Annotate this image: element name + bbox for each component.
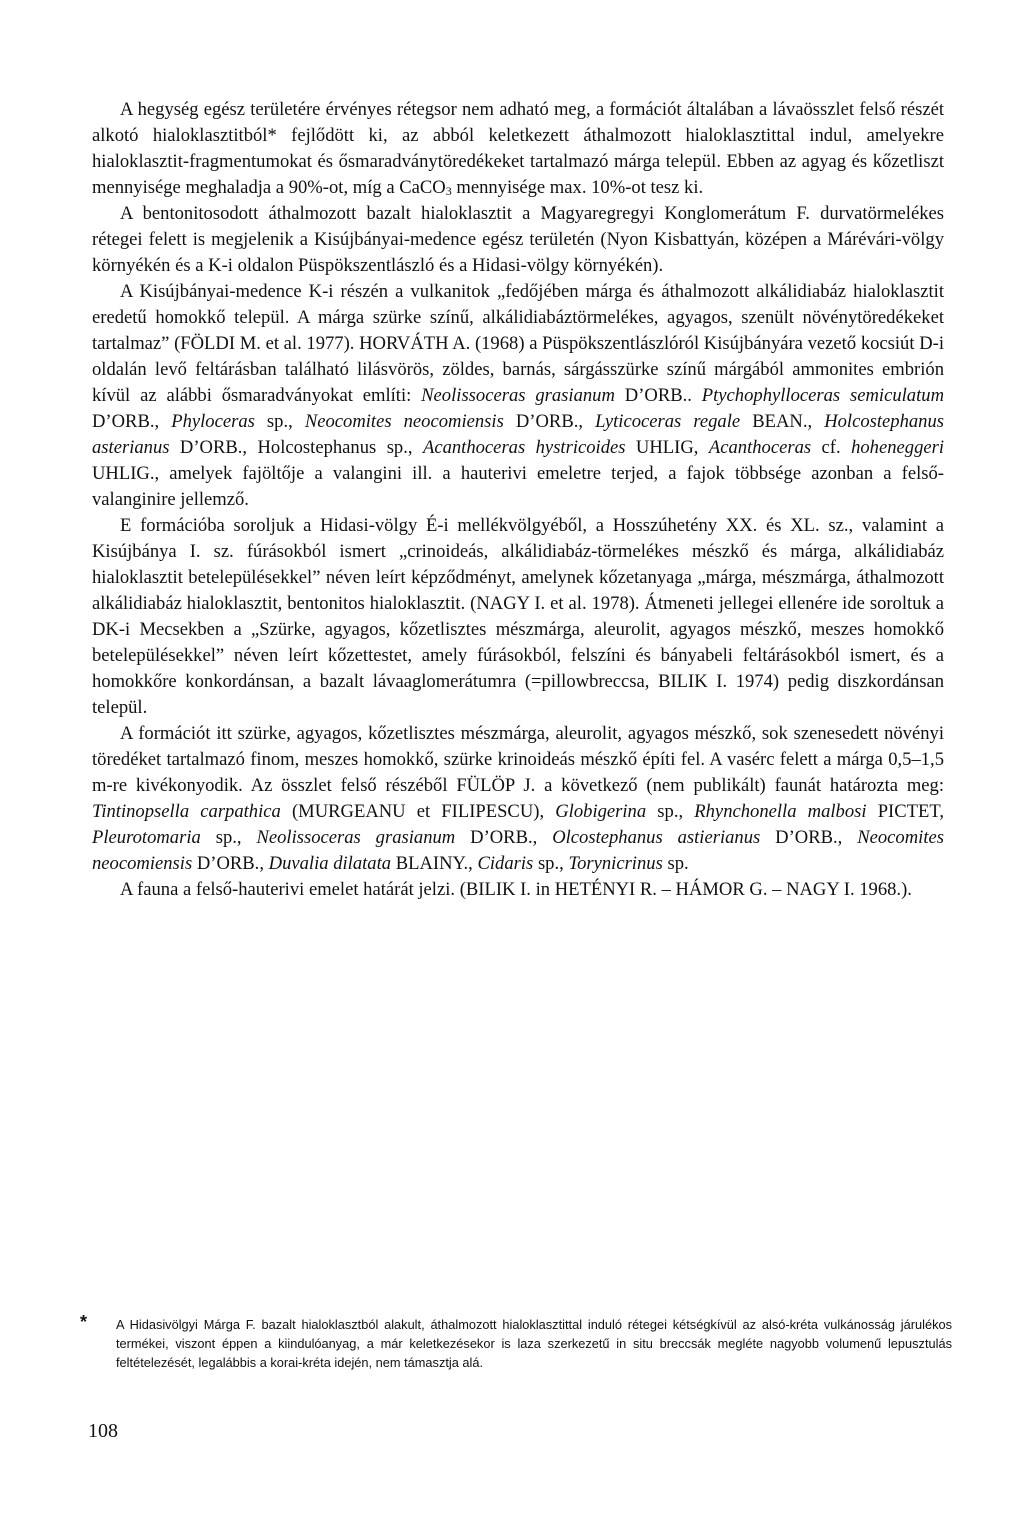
paragraph [92,513,944,721]
species-name: hoheneggeri [851,437,945,458]
text-run: A hegység egész területére érvényes rétegsor nem adható meg, a formációt általában a lávaösszlet felső részét alkotó hialoklasztitból* fejlődött ki, az abból keletkezett áthalmozott hialoklasztittal indul, amelyekre hialoklasztit-fragmentumokat és ősmaradványtöredékeket tartalmazó márga települ. Ebben az agyag és kőzetliszt mennyisége meghaladja a 90%-ot, míg a CaCO [92,99,944,198]
text-run: mennyisége max. 10%-ot tesz ki. [451,177,704,198]
species-name: Tintinopsella carpathica [92,801,281,822]
species-name: Neocomites neocomiensis [304,411,504,432]
species-name: Lyticoceras regale [595,411,741,432]
paragraph [92,877,944,903]
text-run: sp., [254,411,305,432]
paragraph [92,721,944,877]
text-run: cf. [811,437,852,458]
page-number: 108 [88,1420,118,1442]
paragraph [92,201,944,279]
species-name: Neolissoceras grasianum [421,385,615,406]
footnote [80,1312,952,1372]
species-name: Ptychophylloceras semiculatum [701,385,944,406]
footnote-marker: * [80,1312,88,1332]
species-name: Neolissoceras grasianum [256,827,456,848]
species-name: Rhynchonella malbosi [694,801,867,822]
species-name: Cidaris [477,853,534,874]
text-run: sp. [662,853,689,874]
text-run: UHLIG, [625,437,709,458]
subscript-text: 3 [445,184,452,198]
species-name: Holcostephanus asterianus [92,411,945,458]
text-run: A formációt itt szürke, agyagos, kőzetlisztes mészmárga, aleurolit, agyagos mészkő, sok szenesedett növényi töredéket tartalmazó finom, meszes homokkő, szürke krinoideás mészkő építi fel. A vasérc felett a márga 0,5–1,5 m-re kivékonyodik. Az összlet felső részéből FÜLÖP J. a következő (nem publikált) faunát határozta meg: [92,723,944,796]
text-run: A bentonitosodott áthalmozott bazalt hialoklasztit a Magyaregregyi Konglomerátum F. durvatörmelékes rétegei felett is megjelenik a Kisújbányai-medence egész területén (Nyon Kisbattyán, középen a Márévári-völgy környékén és a K-i oldalon Püspökszentlászló és a Hidasi-völgy környékén). [92,203,944,276]
species-name: Olcostephanus astierianus [552,827,761,848]
paragraph [92,97,944,201]
text-run: D’ORB., [503,411,596,432]
text-run: PICTET, [866,801,944,822]
paragraph [92,279,944,513]
text-run: D’ORB.. [614,385,702,406]
species-name: Torynicrinus [568,853,663,874]
text-run: sp., [533,853,569,874]
text-run: sp., [646,801,695,822]
species-name: Acanthoceras hystricoides [422,437,626,458]
species-name: Neocomites neocomiensis [92,827,944,874]
text-run: D’ORB., [192,853,269,874]
text-run: BLAINY., [391,853,478,874]
text-run: sp., [200,827,257,848]
text-run: A fauna a felső-hauterivi emelet határát jelzi. (BILIK I. in HETÉNYI R. – HÁMOR G. – NAGY I. 1968.). [120,879,912,900]
text-run: D’ORB., Holcostephanus sp., [169,437,423,458]
text-run: E formációba soroljuk a Hidasi-völgy É-i mellékvölgyéből, a Hosszúhetény XX. és XL. sz., valamint a Kisújbánya I. sz. fúrásokból ismert „crinoideás, alkálidiabáz-törmelékes mészkő és márga, alkálidiabáz hialoklasztit betelepülésekkel” néven leírt képződményt, amelynek kőzetanyaga „márga, mészmárga, áthalmozott alkálidiabáz hialoklasztit, bentonitos hialoklasztit. (NAGY I. et al. 1978). Átmeneti jellegei ellenére ide soroltuk a DK-i Mecsekben a „Szürke, agyagos, kőzetlisztes mészmárga, aleurolit, agyagos mészkő, meszes homokkő betelepülésekkel” néven leírt kőzettestet, amely fúrásokból, felszíni és bányabeli feltárásokból ismert, és a homokkőre konkordánsan, a bazalt lávaaglomerátumra (=pillowbreccsa, BILIK I. 1974) pedig diszkordánsan települ. [92,515,944,718]
species-name: Duvalia dilatata [268,853,392,874]
species-name: Globigerina [555,801,647,822]
text-run: D’ORB., [760,827,858,848]
text-run: UHLIG., amelyek fajöltője a valangini ill. a hauterivi emeletre terjed, a fajok többsége azonban a felső-valanginire jellemző. [92,463,944,510]
species-name: Phyloceras [171,411,255,432]
species-name: Acanthoceras [708,437,812,458]
body-text [92,97,944,903]
footnote-text: A Hidasivölgyi Márga F. bazalt hialoklasztból alakult, áthalmozott hialoklasztittal induló rétegei kétségkívül az alsó-kréta vulkánosság járulékos termékei, viszont éppen a kiindulóanyag, a már keletkezésekor is laza szerkezetű in situ breccsák megléte nagyobb volumenű lepusztulás feltételezését, legalábbis a korai-kréta idején, nem támasztja alá. [116,1317,952,1370]
text-run: D’ORB., [92,411,172,432]
text-run: A Kisújbányai-medence K-i részén a vulkanitok „fedőjében márga és áthalmozott alkálidiabáz hialoklasztit eredetű homokkő települ. A márga szürke színű, alkálidiabáztörmelékes, agyagos, szenült növénytöredékeket tartalmaz” (FÖLDI M. et al. 1977). HORVÁTH A. (1968) a Püspökszentlászlóról Kisújbányára vezető kocsiút D-i oldalán levő feltárásban található lilásvörös, zöldes, barnás, sárgásszürke színű márgából ammonites embrión kívül az alábbi ősmaradványokat említi: [92,281,944,406]
species-name: Pleurotomaria [92,827,201,848]
text-run: BEAN., [740,411,825,432]
text-run: D’ORB., [455,827,553,848]
text-run: (MURGEANU et FILIPESCU), [280,801,556,822]
